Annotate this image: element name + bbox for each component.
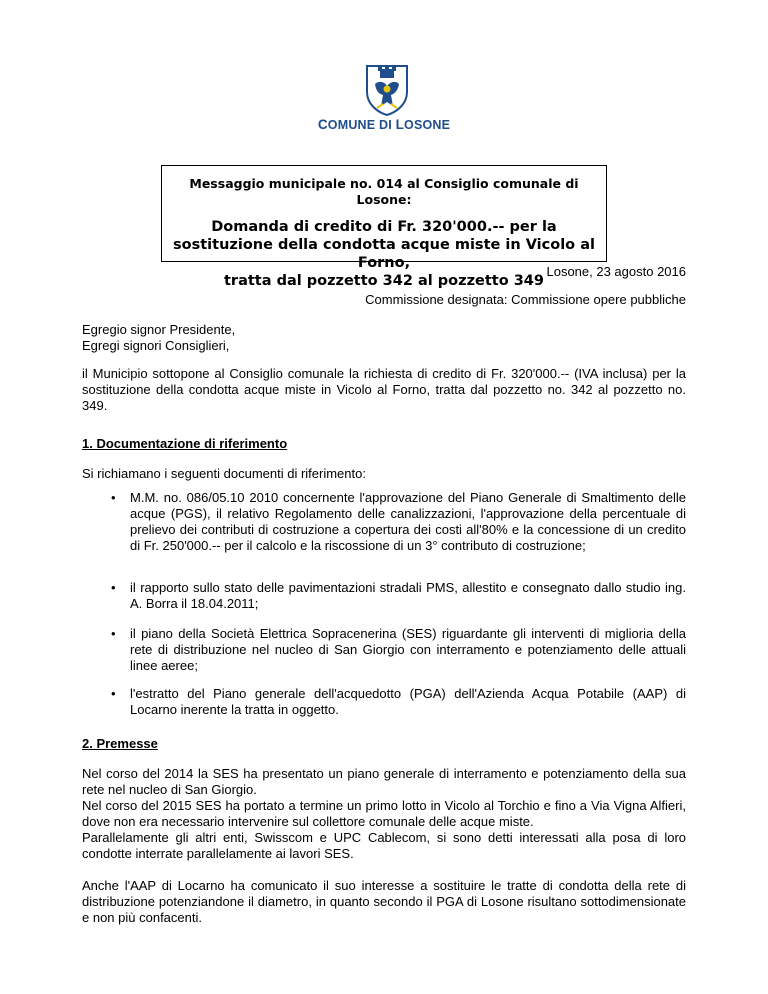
- coat-of-arms-icon: [363, 64, 411, 116]
- salutation-2: Egregi signori Consiglieri,: [82, 338, 230, 353]
- section2-para1-line3: Parallelamente gli altri enti, Swisscom e UPC Cablecom, si sono detti interessati alla posa di loro condotte interrate parallelamente ai lavori SES.: [82, 830, 686, 861]
- bullet-icon: •: [111, 686, 116, 701]
- intro-paragraph: il Municipio sottopone al Consiglio comunale la richiesta di credito di Fr. 320'000.-- (IVA inclusa) per la sostituzione della condotta acque miste in Vicolo al Forno, tratta dal pozzetto no. 342 al pozzetto no. 349.: [82, 366, 686, 413]
- title-box: [161, 165, 607, 289]
- section2-para2: Anche l'AAP di Locarno ha comunicato il suo interesse a sostituire le tratte di condotta della rete di distribuzione potenziandone il diametro, in quanto secondo il PGA di Losone risultano sottodimensionate e non più confacenti.: [82, 878, 686, 925]
- bullet-icon: •: [111, 580, 116, 595]
- list-item: l'estratto del Piano generale dell'acquedotto (PGA) dell'Azienda Acqua Potabile (AAP) di Locarno inerente la tratta in oggetto.: [130, 686, 686, 717]
- salutation-1: Egregio signor Presidente,: [82, 322, 236, 337]
- section1-heading: 1. Documentazione di riferimento: [82, 436, 288, 451]
- section2-para1-line1: Nel corso del 2014 la SES ha presentato un piano generale di interramento e potenziamento della sua rete nel nucleo di San Giorgio.: [82, 766, 686, 797]
- message-number-line: Messaggio municipale no. 014 al Consiglio comunale di Losone:: [189, 176, 579, 207]
- section2-para1-line2: Nel corso del 2015 SES ha portato a termine un primo lotto in Vicolo al Torchio e fino a Via Vigna Alfieri, dove non era necessario intervenire sul collettore comunale delle acque miste.: [82, 798, 686, 829]
- list-item: il rapporto sullo stato delle pavimentazioni stradali PMS, allestito e consegnato dallo studio ing. A. Borra il 18.04.2011;: [130, 580, 686, 611]
- place-date: Losone, 23 agosto 2016: [546, 264, 686, 279]
- bullet-icon: •: [111, 626, 116, 641]
- list-item: il piano della Società Elettrica Sopracenerina (SES) riguardante gli interventi di miglioria della rete di distribuzione nel nucleo di San Giorgio con interramento e potenziamento delle attuali linee aeree;: [130, 626, 686, 673]
- bullet-icon: •: [111, 490, 116, 505]
- list-item: M.M. no. 086/05.10 2010 concernente l'approvazione del Piano Generale di Smaltimento delle acque (PGS), il relativo Regolamento delle canalizzazioni, l'approvazione della percentuale di prelievo dei contributi di costruzione a copertura dei costi all'80% e la concessione di un credito di Fr. 250'000.-- per il calcolo e la riscossione di un 3° contributo di costruzione;: [130, 490, 686, 553]
- commune-name: COMUNE DI LOSONE: [317, 117, 451, 132]
- document-title: Domanda di credito di Fr. 320'000.-- per la sostituzione della condotta acque miste in Vicolo al Forno, tratta dal pozzetto 342 al pozzetto 349: [173, 219, 595, 289]
- section2-heading: 2. Premesse: [82, 736, 158, 751]
- commission: Commissione designata: Commissione opere pubbliche: [365, 292, 686, 307]
- section1-lead: Si richiamano i seguenti documenti di riferimento:: [82, 466, 366, 481]
